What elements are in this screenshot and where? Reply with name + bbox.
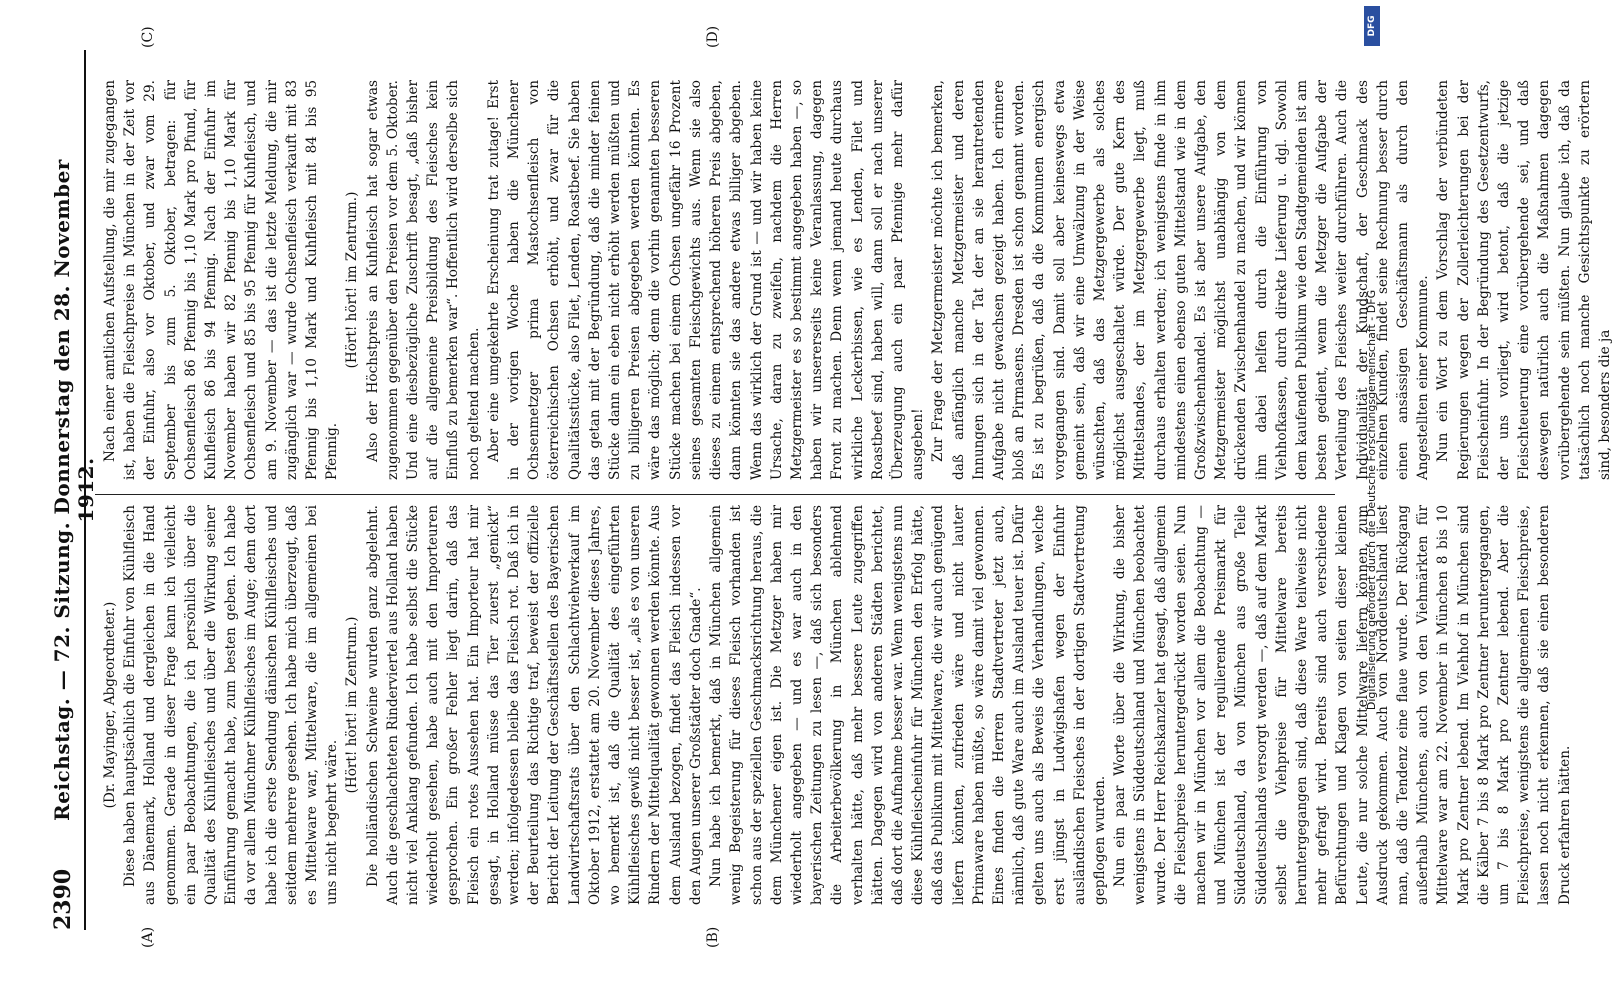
margin-mark-b: (B) [705,926,721,948]
dfg-logo-icon: DFG [1364,6,1380,46]
dfg-credit: Digitalisierung gefördert durch die Deutsche Forschungsgemeinschaft - DFG [1365,289,1378,711]
paragraph: Aber eine umgekehrte Erscheinung trat zutage! Erst in der vorigen Woche haben die Münchener Ochsenmetzger prima Mastochsenfleisch von österreichischen Ochsen erhöht, und zwar für die Qualitätsstücke, also Filet, Lenden, Roastbeef. Sie haben das getan mit der Begründung, daß die minder feinen Stücke dann ein eben nicht erhöht werden müßten und zu billigeren Preisen abgegeben werden könnten. Es wäre das möglich; denn die vorhin genannten besseren Stücke machen bei einem Ochsen ungefähr 16 Prozent seines gesamten Fleischgewichts aus. Wenn sie also dieses zu einem entsprechend höheren Preis abgeben, dann könnten sie das andere etwas billiger abgeben. Wenn das wirklich der Grund ist — und wir haben keine Ursache, daran zu zweifeln, nachdem die Herren Metzgermeister es so bestimmt angegeben haben —, so haben wir unsererseits keine Veranlassung, dagegen Front zu machen. Denn wenn jemand heute durchaus wirkliche Leckerbissen, wie es Lenden, Filet und Roastbeef sind, haben will, dann soll er nach unserer Überzeugung auch ein paar Pfennige mehr dafür ausgeben! [485,80,927,480]
page-title: Reichstag. — 72. Sitzung. Donnerstag den 28. November 1912. [50,159,98,821]
interjection: (Hört! hört! im Zentrum.) [344,616,361,794]
speaker-note: (Dr. Mayinger, Abgeordneter.) [102,601,118,809]
header-rule [84,50,86,930]
paragraph: Nach einer amtlichen Aufstellung, die mir zugegangen ist, haben die Fleischpreise in München in der Zeit vor der Einfuhr, also vor Oktober, und zwar vom 29. September bis zum 5. Oktober, betragen: für Ochsenfleisch 86 Pfennig bis 1,10 Mark pro Pfund, für Kuhfleisch 86 bis 94 Pfennig. Nach der Einfuhr im November haben wir 82 Pfennig bis 1,10 Mark für Ochsenfleisch und 85 bis 95 Pfennig für Kuhfleisch, und am 9. November — das ist die letzte Meldung, die mir zugänglich war — wurde Ochsenfleisch verkauft mit 83 Pfennig bis 1,10 Mark und Kuhfleisch mit 84 bis 95 Pfennig. [102,80,341,480]
page-number: 2390 [50,868,76,930]
credit-strip [1362,0,1382,1000]
paragraph: Die holländischen Schweine wurden ganz abgelehnt. Auch die geschlachteten Rinderviertel aus Holland haben nicht viel Anklang gefunden. Ich habe selbst die Stücke wiederholt gesehen, habe auch mit den Importeuren gesprochen. Ein großer Fehler liegt darin, daß das Fleisch ein rotes Aussehen hat. Ein Importeur hat mir gesagt, in Holland müsse das Tier zuerst „genickt“ werden; infolgedessen bleibe das Fleisch rot. Daß ich in der Beurteilung das Richtige traf, beweist der offizielle Bericht der Leitung der Geschäftsstellen des Bayerischen Landwirtschaftsrats über den Schlachtviehverkauf im Oktober 1912, erstattet am 20. November dieses Jahres, wo bemerkt ist, daß die Qualität des eingeführten Kühlfleisches gewiß nicht besser ist, „als es von unseren Rindern der Mittelqualität gewonnen werden könnte. Aus dem Ausland bezogen, findet das Fleisch indessen vor den Augen unserer Großstädter doch Gnade“. [364,505,704,905]
paragraph: Diese haben hauptsächlich die Einfuhr von Kühlfleisch aus Dänemark, Holland und dergleichen in die Hand genommen. Gerade in dieser Frage kann ich vielleicht ein paar Beobachtungen, die ich persönlich über die Qualität des Kühlfleisches und über die Wirkung seiner Einführung gemacht habe, zum besten geben. Ich habe da vor allem Münchner Kühlfleisches im Auge; denn dort habe ich die erste Sendung dänischen Kühlfleisches und seitdem mehrere gesehen. Ich habe mich überzeugt, daß es Mittelware war, Mittelware, die im allgemeinen bei uns nicht begehrt wäre. [122,505,341,905]
margin-mark-a: (A) [140,926,156,948]
paragraph: Zur Frage der Metzgermeister möchte ich bemerken, daß anfänglich manche Metzgermeister und deren Innungen sich in der Tat der an sie herantretenden Aufgabe nicht gewachsen gezeigt haben. Ich erinnere bloß an Pirmasens. Dresden ist schon genannt worden. Es ist zu begrüßen, daß da die Kommunen energisch vorgegangen sind. Damit soll aber keineswegs etwa gemeint sein, daß wir eine Umwälzung in der Weise wünschten, daß das Metzgergewerbe als solches möglichst ausgeschaltet würde. Der gute Kern des Mittelstandes, der im Metzgergewerbe liegt, muß durchaus erhalten werden; ich wenigstens finde in ihm mindestens einen ebenso guten Mittelstand wie in dem Großzwischenhandel. Es ist aber unsere Aufgabe, den Metzgermeister möglichst unabhängig von dem drückenden Zwischenhandel zu machen, und wir können ihm dabei helfen durch die Einführung von Viehhofkassen, durch direkte Lieferung u. dgl. Sowohl dem kaufenden Publikum wie den Stadtgemeinden ist am besten gedient, wenn die Metzger die Aufgabe der Verteilung des Fleisches weiter durchführen. Auch die Individualität der Kundschaft, der Geschmack des einzelnen Kunden, findet seine Rechnung besser durch einen ansässigen Geschäftsmann als durch den Angestellten einer Kommune. [930,80,1432,480]
paragraph: Nun ein paar Worte über die Wirkung, die bisher wenigstens in Süddeutschland und München beobachtet wurde. Der Herr Reichskanzler hat gesagt, daß allgemein die Fleischpreise heruntergedrückt worden seien. Nun machen wir in München vor allem die Beobachtung — und München ist der regulierende Preismarkt für Süddeutschland, da von München aus große Teile Süddeutschlands versorgt werden —, daß auf dem Markt selbst die Viehpreise für Mittelware bereits heruntergegangen sind, daß diese Ware teilweise nicht mehr gefragt wird. Bereits sind auch verschiedene Befürchtungen und Klagen von seiten dieser kleinen Leute, die nur solche Mittelware liefern können, zum Ausdruck gekommen. Auch von Norddeutschland liest man, daß die Tendenz eine flaue wurde. Der Rückgang außerhalb Münchens, auch von den Viehmärkten für Mittelware war am 22. November in München 8 bis 10 Mark pro Zentner lebend. Im Viehhof in München sind die Kälber 7 bis 8 Mark pro Zentner heruntergegangen, um 7 bis 8 Mark pro Zentner lebend. Aber die Fleischpreise, wenigstens die allgemeinen Fleischpreise, lassen noch nicht erkennen, daß sie einen besonderen Druck erfahren hätten. [1112,505,1573,905]
column-divider [95,494,1335,495]
paragraph: Also der Höchstpreis an Kuhfleisch hat sogar etwas zugenommen gegenüber den Preisen vor dem 5. Oktober. Und eine diesbezügliche Zuschrift besagt, „daß bisher auf die allgemeine Preisbildung des Fleisches kein Einfluß zu bemerken war“. Hoffentlich wird derselbe sich noch geltend machen. [364,80,482,480]
page-header [50,50,98,930]
margin-mark-c: (C) [140,26,156,48]
right-column [100,80,1615,480]
interjection: (Hört! hört! im Zentrum.) [344,191,361,369]
margin-mark-d: (D) [705,25,721,48]
paragraph: Nun habe ich bemerkt, daß in München allgemein wenig Begeisterung für dieses Fleisch vorhanden ist schon aus der speziellen Geschmacksrichtung heraus, die dem Münchener eigen ist. Die Metzger haben mir wiederholt angegeben — und es war auch in den bayerischen Zeitungen zu lesen —, daß sich besonders die Arbeiterbevölkerung in München ablehnend verhalten hätte, daß mehr bessere Leute zugegriffen hätten. Dagegen wird von anderen Städten berichtet, daß dort die Aufnahme besser war. Wenn wenigstens nun diese Kühlfleischeinfuhr für München den Erfolg hätte, daß das Publikum mit Mittelware, die wir auch genügend liefern könnten, zufrieden wäre und nicht lauter Primaware haben müßte, so wäre damit viel gewonnen. Eines finden die Herren Stadtvertreter jetzt auch, nämlich, daß gute Ware auch im Ausland teuer ist. Dafür gelten uns auch als Beweis die Verhandlungen, welche erst jüngst in Ludwigshafen wegen der Einfuhr ausländischen Fleisches in der dortigen Stadtvertretung gepflogen wurden. [708,505,1108,905]
paragraph: Nun ein Wort zu dem Vorschlag der verbündeten Regierungen wegen der Zollerleichterungen bei der Fleischeinfuhr. In der Begründung des Gesetzentwurfs, der uns vorliegt, wird betont, daß die jetzige Fleischteuerung eine vorübergehende sei, und daß deswegen natürlich auch die Maßnahmen dagegen vorübergehende sein müßten. Nun glaube ich, daß da tatsächlich noch manche Gesichtspunkte zu erörtern sind, besonders die ja [1435,80,1614,480]
